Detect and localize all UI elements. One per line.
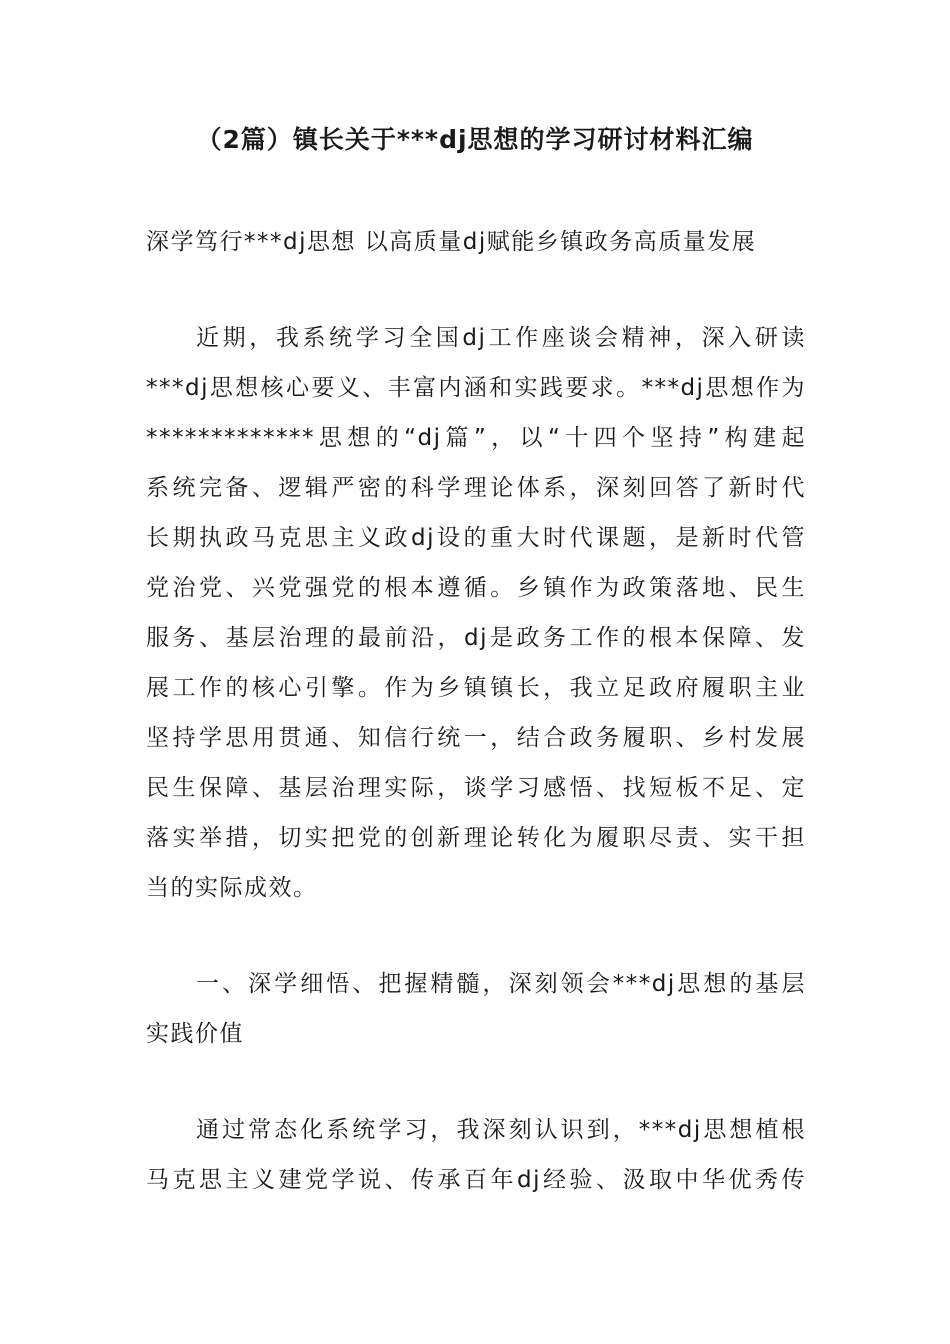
paragraph-line: 落实举措，切实把党的创新理论转化为履职尽责、实干担 xyxy=(146,825,806,851)
paragraph-line: 近期，我系统学习全国dj工作座谈会精神，深入研读 xyxy=(196,325,806,351)
paragraph-line: 党治党、兴党强党的根本遵循。乡镇作为政策落地、民生 xyxy=(146,575,806,601)
paragraph-line: 系统完备、逻辑严密的科学理论体系，深刻回答了新时代 xyxy=(146,475,806,501)
paragraph-line: 服务、基层治理的最前沿，dj是政务工作的根本保障、发 xyxy=(146,625,806,651)
paragraph-line: 展工作的核心引擎。作为乡镇镇长，我立足政府履职主业 xyxy=(146,675,806,701)
paragraph-line: *************思想的“dj篇”，以“十四个坚持”构建起 xyxy=(146,425,806,451)
paragraph-line: 通过常态化系统学习，我深刻认识到，***dj思想植根 xyxy=(196,1117,806,1143)
document-title: （2篇）镇长关于***dj思想的学习研讨材料汇编 xyxy=(196,125,754,154)
paragraph-line: 民生保障、基层治理实际，谈学习感悟、找短板不足、定 xyxy=(146,775,806,801)
heading-line: 实践价值 xyxy=(146,1021,244,1047)
paragraph-line: 当的实际成效。 xyxy=(146,875,318,901)
heading-line: 一、深学细悟、把握精髓，深刻领会***dj思想的基层 xyxy=(196,971,806,997)
paragraph-line: ***dj思想核心要义、丰富内涵和实践要求。***dj思想作为 xyxy=(146,375,806,401)
paragraph-line: 长期执政马克思主义政dj设的重大时代课题，是新时代管 xyxy=(146,525,806,551)
paragraph-line: 马克思主义建党学说、传承百年dj经验、汲取中华优秀传 xyxy=(146,1167,806,1193)
paragraph-line: 坚持学思用贯通、知信行统一，结合政务履职、乡村发展 xyxy=(146,725,806,751)
document-subtitle: 深学笃行***dj思想 以高质量dj赋能乡镇政务高质量发展 xyxy=(146,229,757,255)
